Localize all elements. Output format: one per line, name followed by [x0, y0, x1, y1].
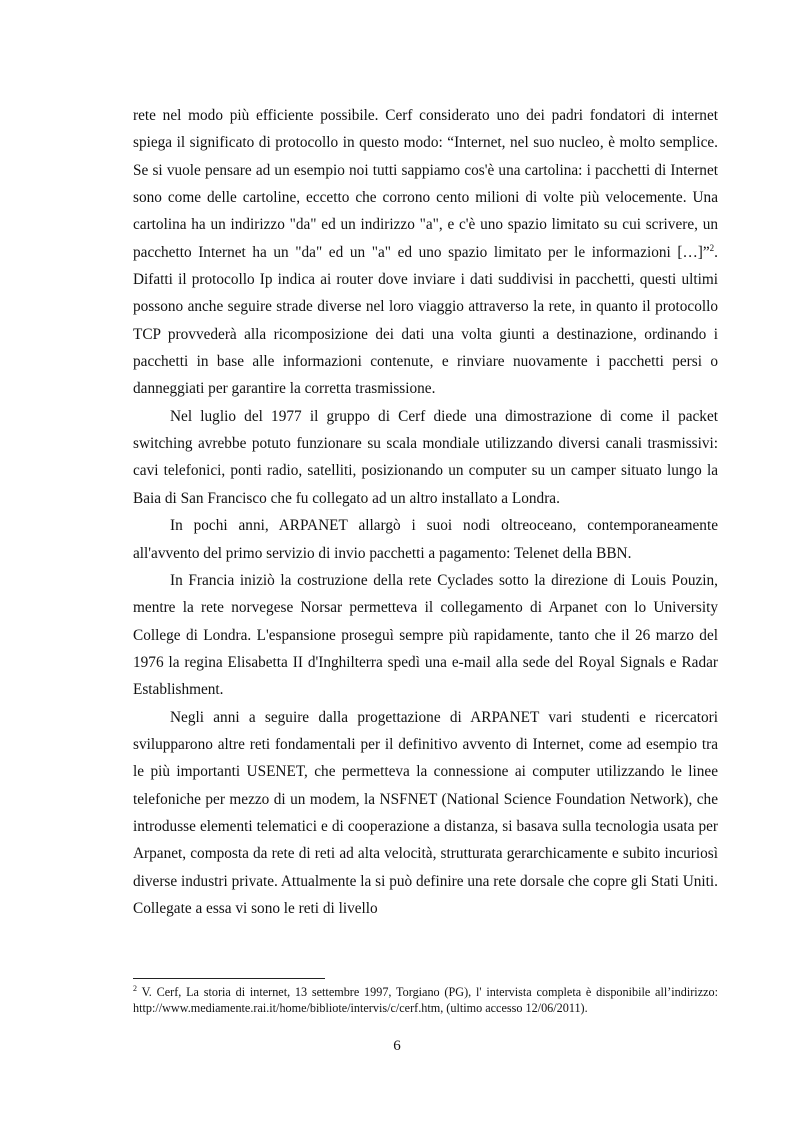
- paragraph-1-continuation: . Difatti il protocollo Ip indica ai router dove inviare i dati suddivisi in pacchetti, questi ultimi possono anche seguire strade diverse nel loro viaggio attraverso la rete, in quanto il protocollo TCP provvederà alla ricomposizione dei dati una volta giunti a destinazione, ordinando i pacchetti in base alle informazioni contenute, e rinviare nuovamente i pacchetti persi o danneggiati per garantire la corretta trasmissione.: [133, 243, 718, 398]
- paragraph-5: Negli anni a seguire dalla progettazione di ARPANET vari studenti e ricercatori svilupparono altre reti fondamentali per il definitivo avvento di Internet, come ad esempio tra le più importanti USENET, che permetteva la connessione ai computer utilizzando le linee telefoniche per mezzo di un modem, la NSFNET (National Science Foundation Network), che introdusse elementi telematici e di cooperazione a distanza, si basava sulla tecnologia usata per Arpanet, composta da rete di reti ad alta velocità, strutturata gerarchicamente e subito incuriosì diverse industri private. Attualmente la si può definire una rete dorsale che copre gli Stati Uniti. Collegate a essa vi sono le reti di livello: [133, 708, 718, 917]
- paragraph-1: [133, 102, 718, 403]
- paragraph-1-text: rete nel modo più efficiente possibile. Cerf considerato uno dei padri fondatori di internet spiega il significato di protocollo in questo modo: “Internet, nel suo nucleo, è molto semplice. Se si vuole pensare ad un esempio noi tutti sappiamo cos'è una cartolina: i pacchetti di Internet sono come delle cartoline, eccetto che corrono cento milioni di volte più velocemente. Una cartolina ha un indirizzo "da" ed un indirizzo "a", e c'è uno spazio limitato su cui scrivere, un pacchetto Internet ha un "da" ed un "a" ed uno spazio limitato per le informazioni […]”: [133, 107, 718, 261]
- paragraph-4: In Francia iniziò la costruzione della rete Cyclades sotto la direzione di Louis Pouzin, mentre la rete norvegese Norsar permetteva il collegamento di Arpanet con lo University College di Londra. L'espansione proseguì sempre più rapidamente, tanto che il 26 marzo del 1976 la regina Elisabetta II d'Inghilterra spedì una e-mail alla sede del Royal Signals e Radar Establishment.: [133, 571, 718, 699]
- footnote: [133, 985, 718, 1016]
- footnote-separator: [133, 978, 325, 979]
- footnote-text: V. Cerf, La storia di internet, 13 settembre 1997, Torgiano (PG), l' intervista completa è disponibile all’indirizzo: http://www.mediamente.rai.it/home/bibliote/intervis/c/cerf.htm, (ultimo accesso 12/06/2011).: [133, 985, 718, 1015]
- footnote-reference[interactable]: 2: [709, 242, 715, 253]
- footnote-number: 2: [133, 983, 137, 993]
- paragraph-2: Nel luglio del 1977 il gruppo di Cerf diede una dimostrazione di come il packet switching avrebbe potuto funzionare su scala mondiale utilizzando diversi canali trasmissivi: cavi telefonici, ponti radio, satelliti, posizionando un computer su un camper situato lungo la Baia di San Francisco che fu collegato ad un altro installato a Londra.: [133, 407, 718, 507]
- body-text: [133, 102, 718, 922]
- paragraph-3: In pochi anni, ARPANET allargò i suoi nodi oltreoceano, contemporaneamente all'avvento del primo servizio di invio pacchetti a pagamento: Telenet della BBN.: [133, 517, 718, 562]
- page-number: 6: [393, 1038, 401, 1054]
